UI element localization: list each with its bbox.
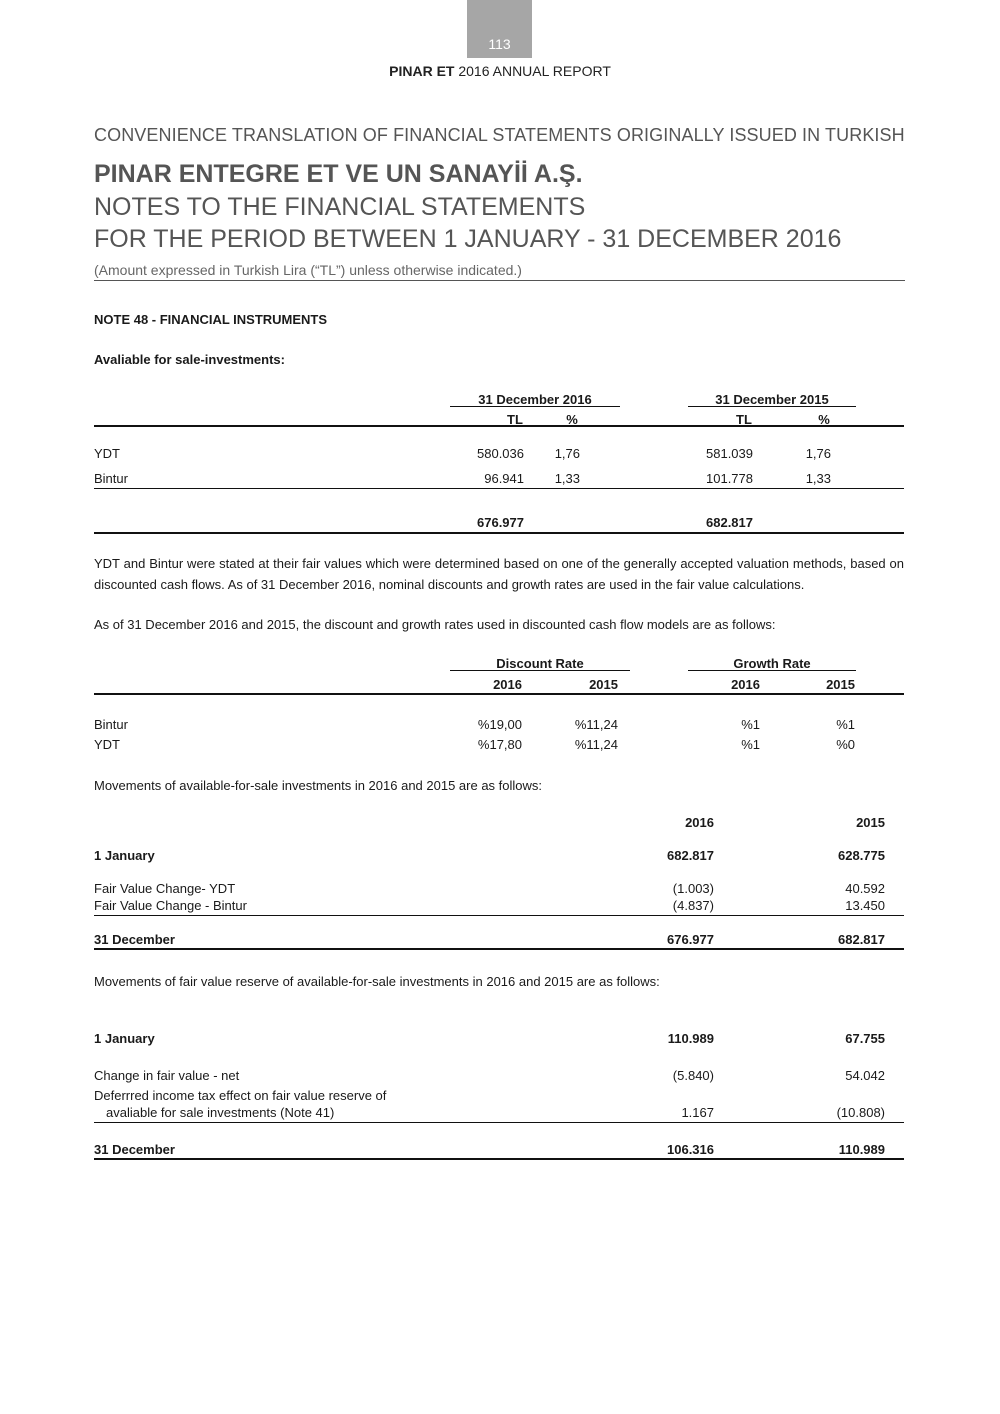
table-cell: 580.036: [477, 446, 524, 461]
period-title: FOR THE PERIOD BETWEEN 1 JANUARY - 31 DECEMBER 2016: [94, 225, 842, 253]
table-cell: %19,00: [477, 717, 522, 732]
table1-header-rule: [94, 425, 904, 427]
table-cell: (10.808): [836, 1105, 885, 1120]
table-cell: 13.450: [845, 898, 885, 913]
table-cell: %11,24: [574, 737, 618, 752]
table-cell: %1: [741, 737, 760, 752]
table-row-label: Fair Value Change - Bintur: [94, 898, 247, 913]
reserve-opening-label: 1 January: [94, 1031, 155, 1046]
col-group-2016: 31 December 2016: [478, 392, 592, 407]
table-row-label: Change in fair value - net: [94, 1068, 240, 1083]
table-cell: (5.840): [672, 1068, 714, 1083]
company-name: PINAR ENTEGRE ET VE UN SANAYİİ A.Ş.: [94, 160, 583, 188]
opening-label: 1 January: [94, 848, 155, 863]
section-title: Avaliable for sale-investments:: [94, 352, 285, 367]
table-cell: 1,76: [554, 446, 580, 461]
reserve-opening-2015: 67.755: [845, 1031, 885, 1046]
notes-title: NOTES TO THE FINANCIAL STATEMENTS: [94, 193, 586, 221]
opening-2015: 628.775: [838, 848, 885, 863]
table1-total-rule: [94, 532, 904, 534]
gr-2015-header: 2015: [826, 677, 855, 692]
header-divider: [94, 280, 905, 281]
table-row-label: Bintur: [94, 471, 128, 486]
total-2015: 682.817: [706, 515, 753, 530]
reserve-closing-2015: 110.989: [838, 1142, 885, 1157]
growth-rate-header: Growth Rate: [733, 656, 811, 671]
mv-2016-header: 2016: [685, 815, 714, 830]
table2-header-rule: [94, 693, 904, 695]
reserve-opening-2016: 110.989: [667, 1031, 714, 1046]
fair-value-paragraph: YDT and Bintur were stated at their fair values which were determined based on one of the generally accepted valuation methods, based on discounted cash flows. As of 31 December 2016, nominal discounts and growth rates are used in the fair value calculations.: [94, 556, 904, 592]
table-row-label: Bintur: [94, 717, 128, 732]
table-cell: 40.592: [845, 881, 885, 896]
table-cell: %11,24: [574, 717, 618, 732]
table-cell: 1,33: [554, 471, 580, 486]
closing-2016: 676.977: [667, 932, 714, 947]
table-cell: %1: [836, 717, 855, 732]
growth-rate-underline: [688, 670, 856, 671]
discount-rate-header: Discount Rate: [496, 656, 584, 671]
table-cell: (1.003): [672, 881, 714, 896]
table-cell: 96.941: [484, 471, 524, 486]
col-group-2015-underline: [688, 406, 856, 407]
report-title-rest: 2016 ANNUAL REPORT: [454, 63, 611, 79]
table-cell: (4.837): [672, 898, 714, 913]
table4-total-rule: [94, 1158, 904, 1160]
table4-rule: [94, 1122, 904, 1123]
table3-total-rule: [94, 948, 904, 950]
table-cell: %0: [836, 737, 855, 752]
table-row-label: Fair Value Change- YDT: [94, 881, 236, 896]
note-title: NOTE 48 - FINANCIAL INSTRUMENTS: [94, 312, 328, 327]
dr-2016-header: 2016: [493, 677, 522, 692]
rates-paragraph: As of 31 December 2016 and 2015, the discount and growth rates used in discounted cash flow models are as follows:: [94, 617, 776, 632]
movements-paragraph: Movements of available-for-sale investments in 2016 and 2015 are as follows:: [94, 778, 543, 793]
discount-rate-underline: [450, 670, 630, 671]
table-cell: 581.039: [706, 446, 753, 461]
table-row-label: avaliable for sale investments (Note 41): [106, 1105, 335, 1120]
page-number: 113: [488, 36, 511, 52]
table-cell: 54.042: [845, 1068, 885, 1083]
table-row-label: YDT: [94, 737, 120, 752]
col-tl-2015: TL: [736, 412, 752, 427]
translation-note: CONVENIENCE TRANSLATION OF FINANCIAL STATEMENTS ORIGINALLY ISSUED IN TURKISH: [94, 125, 905, 145]
table-cell: 1.167: [681, 1105, 714, 1120]
reserve-closing-label: 31 December: [94, 1142, 175, 1157]
table3-rule: [94, 915, 904, 916]
col-tl-2016: TL: [507, 412, 523, 427]
table-row-label: Deferrred income tax effect on fair value reserve of: [94, 1088, 387, 1103]
gr-2016-header: 2016: [731, 677, 760, 692]
page-number-tab: [467, 0, 532, 58]
mv-2015-header: 2015: [856, 815, 885, 830]
reserve-closing-2016: 106.316: [667, 1142, 714, 1157]
table-row-label: YDT: [94, 446, 120, 461]
col-group-2016-underline: [450, 406, 620, 407]
amount-note: (Amount expressed in Turkish Lira (“TL”) unless otherwise indicated.): [94, 262, 522, 278]
col-pct-2015: %: [818, 412, 830, 427]
col-pct-2016: %: [566, 412, 578, 427]
table-cell: 1,33: [805, 471, 831, 486]
table-cell: %1: [741, 717, 760, 732]
table1-rule: [94, 488, 904, 489]
report-title: [0, 63, 1000, 79]
reserve-paragraph: Movements of fair value reserve of available-for-sale investments in 2016 and 2015 are as follows:: [94, 974, 660, 989]
table-cell: 1,76: [805, 446, 831, 461]
closing-label: 31 December: [94, 932, 175, 947]
closing-2015: 682.817: [838, 932, 885, 947]
dr-2015-header: 2015: [589, 677, 618, 692]
report-brand: PINAR ET: [389, 63, 455, 79]
table-cell: 101.778: [706, 471, 753, 486]
total-2016: 676.977: [477, 515, 524, 530]
opening-2016: 682.817: [667, 848, 714, 863]
col-group-2015: 31 December 2015: [715, 392, 829, 407]
table-cell: %17,80: [477, 737, 522, 752]
